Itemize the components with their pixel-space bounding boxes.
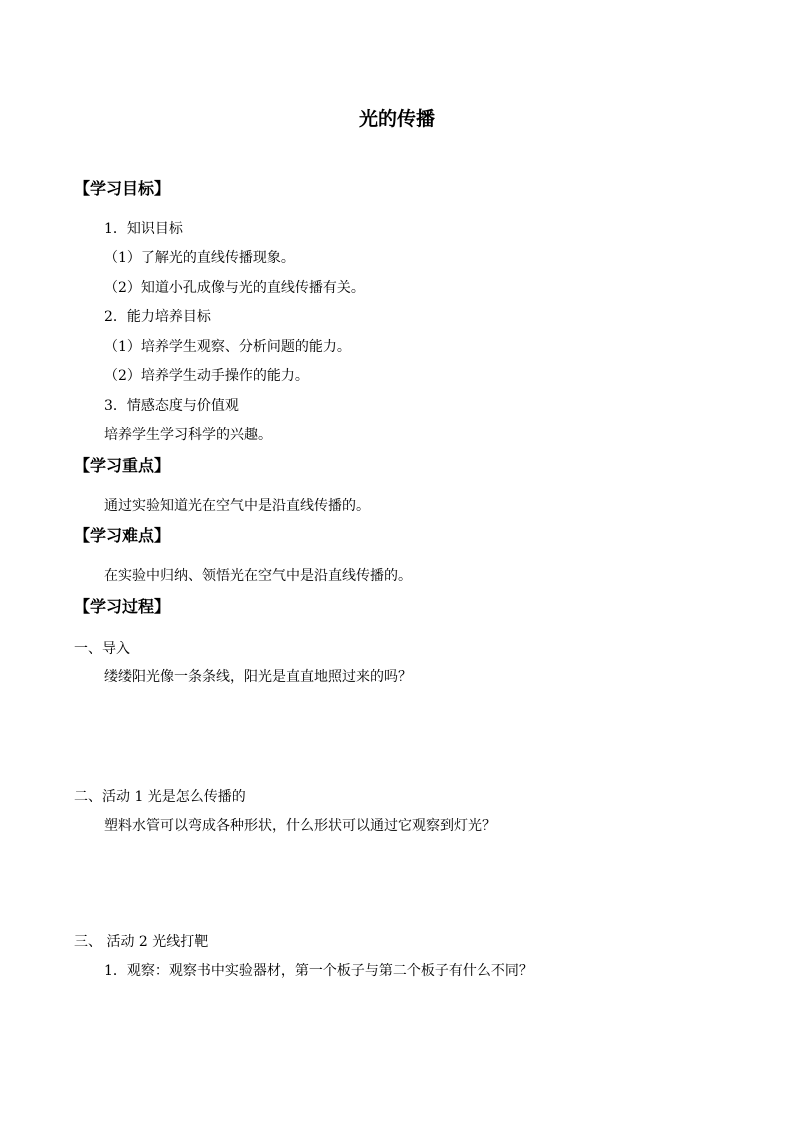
focus-heading: 【学习重点】 — [74, 456, 171, 475]
section-activity2-title: 三、 活动 2 光线打靶 — [74, 934, 209, 950]
section-activity1-text: 塑料水管可以弯成各种形状，什么形状可以通过它观察到灯光？ — [104, 818, 496, 834]
objectives-heading: 【学习目标】 — [74, 179, 171, 198]
section-intro-title: 一、导入 — [74, 641, 130, 657]
objective-ability-1: （1）培养学生观察、分析问题的能力。 — [104, 339, 351, 355]
difficulty-heading: 【学习难点】 — [74, 526, 171, 545]
section-intro-text: 缕缕阳光像一条条线，阳光是直直地照过来的吗？ — [104, 669, 412, 685]
objective-knowledge-2: （2）知道小孔成像与光的直线传播有关。 — [104, 280, 365, 296]
section-activity1-title: 二、活动 1 光是怎么传播的 — [74, 789, 246, 805]
objective-ability: 2．能力培养目标 — [104, 309, 211, 325]
objective-ability-2: （2）培养学生动手操作的能力。 — [104, 368, 309, 384]
objective-attitude: 3．情感态度与价值观 — [104, 398, 239, 414]
objective-attitude-1: 培养学生学习科学的兴趣。 — [104, 427, 272, 443]
objective-knowledge: 1．知识目标 — [104, 221, 183, 237]
objective-knowledge-1: （1）了解光的直线传播现象。 — [104, 250, 295, 266]
process-heading: 【学习过程】 — [74, 597, 171, 616]
difficulty-text: 在实验中归纳、领悟光在空气中是沿直线传播的。 — [104, 568, 412, 584]
document-title: 光的传播 — [358, 108, 435, 130]
focus-text: 通过实验知道光在空气中是沿直线传播的。 — [104, 498, 370, 514]
section-activity2-text: 1．观察：观察书中实验器材，第一个板子与第二个板子有什么不同？ — [104, 963, 533, 979]
